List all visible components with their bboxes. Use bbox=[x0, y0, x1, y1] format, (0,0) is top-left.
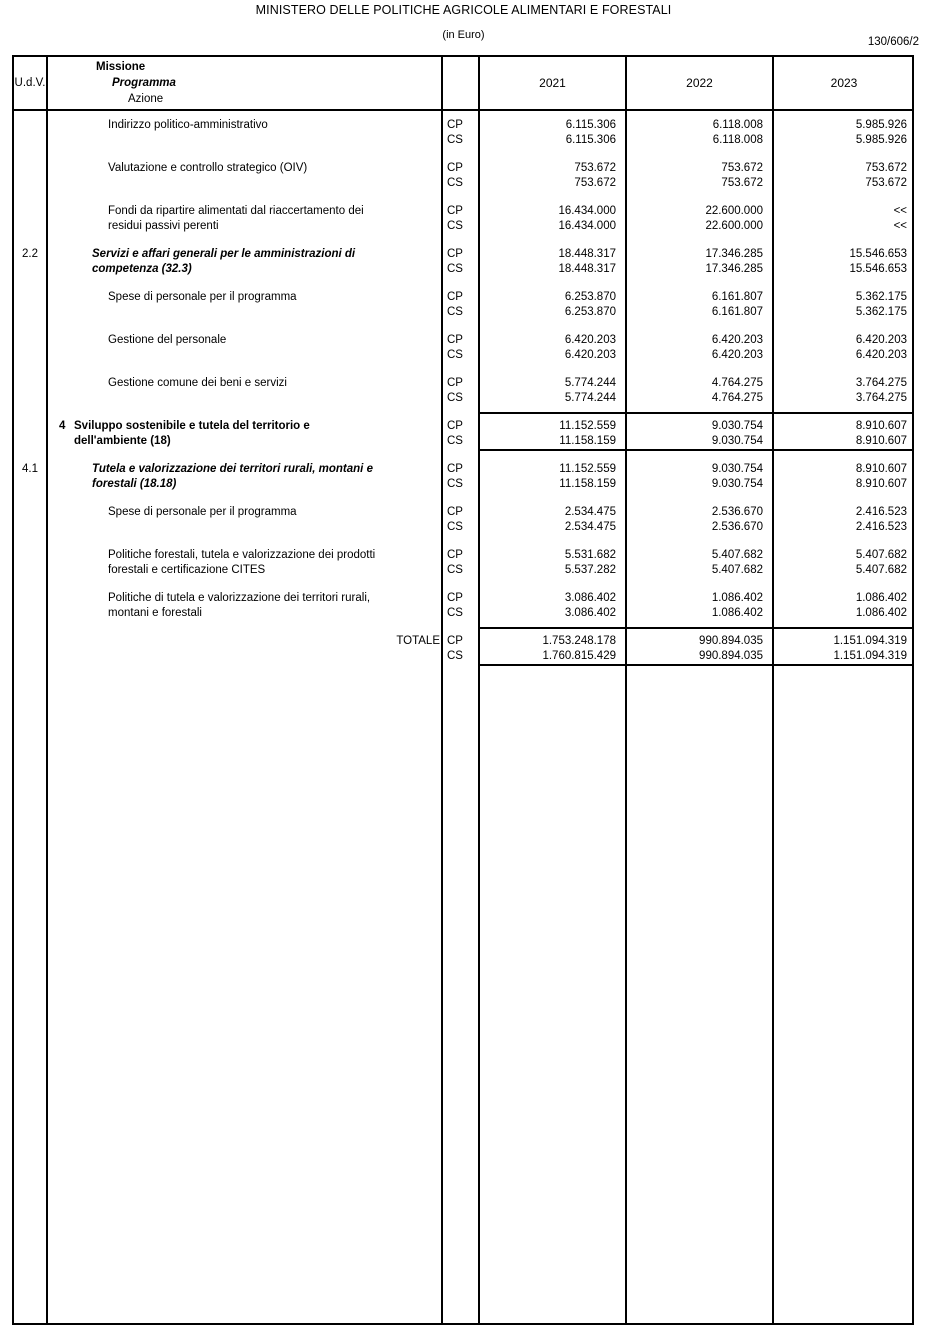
cp-label: CP bbox=[447, 205, 463, 217]
row-value-2023 bbox=[774, 204, 907, 234]
row-cp-cs-labels bbox=[447, 548, 475, 578]
row-value-2023 bbox=[774, 161, 907, 191]
cs-label: CS bbox=[447, 134, 463, 146]
row-value-2022 bbox=[627, 419, 763, 449]
cp-value: 6.161.807 bbox=[711, 291, 763, 303]
cs-value: 22.600.000 bbox=[705, 220, 763, 232]
cs-value: 5.362.175 bbox=[855, 306, 907, 318]
cs-label: CS bbox=[447, 521, 463, 533]
cp-label: CP bbox=[447, 162, 463, 174]
cp-label: CP bbox=[447, 119, 463, 131]
cp-value: 3.764.275 bbox=[855, 377, 907, 389]
row-value-2021 bbox=[480, 247, 616, 277]
cp-value: 6.253.870 bbox=[564, 291, 616, 303]
cs-value: 2.534.475 bbox=[564, 521, 616, 533]
cp-value: 2.534.475 bbox=[564, 506, 616, 518]
row-label-line1: TOTALE bbox=[396, 635, 440, 647]
cs-label: CS bbox=[447, 650, 463, 662]
currency-note: (in Euro) bbox=[442, 29, 485, 41]
row-value-2021 bbox=[480, 462, 616, 492]
row-label-line1: Sviluppo sostenibile e tutela del territorio e bbox=[74, 420, 310, 432]
row-value-2022 bbox=[627, 204, 763, 234]
header-description bbox=[50, 59, 440, 109]
cp-label: CP bbox=[447, 291, 463, 303]
row-value-2022 bbox=[627, 591, 763, 621]
row-label bbox=[50, 118, 496, 133]
cp-value: 11.152.559 bbox=[559, 420, 616, 432]
row-value-2023 bbox=[774, 462, 907, 492]
row-value-2023 bbox=[774, 591, 907, 621]
row-value-2022 bbox=[627, 634, 763, 664]
row-label bbox=[50, 548, 496, 578]
row-value-2023 bbox=[774, 548, 907, 578]
row-label-line1: Gestione comune dei beni e servizi bbox=[108, 377, 287, 389]
cs-label: CS bbox=[447, 220, 463, 232]
header-year-2021: 2021 bbox=[539, 76, 566, 90]
row-label-line2: residui passivi perenti bbox=[108, 220, 219, 232]
row-cp-cs-labels bbox=[447, 591, 475, 621]
row-cp-cs-labels bbox=[447, 462, 475, 492]
row-cp-cs-labels bbox=[447, 376, 475, 406]
row-label bbox=[50, 591, 496, 621]
table-row[interactable] bbox=[14, 246, 912, 282]
cs-value: 6.420.203 bbox=[564, 349, 616, 361]
cp-value: 753.672 bbox=[865, 162, 907, 174]
row-label-line1: Tutela e valorizzazione dei territori rurali, montani e bbox=[92, 463, 373, 475]
row-label-line1: Servizi e affari generali per le amministrazioni di bbox=[92, 248, 356, 260]
cs-value: 753.672 bbox=[721, 177, 763, 189]
row-value-2021 bbox=[480, 290, 616, 320]
table-row[interactable] bbox=[14, 504, 912, 540]
table-body bbox=[14, 111, 912, 1323]
row-label-line1: Valutazione e controllo strategico (OIV) bbox=[108, 162, 308, 174]
table-row[interactable] bbox=[14, 203, 912, 239]
header-missione: Missione bbox=[96, 61, 146, 73]
cs-value: 1.151.094.319 bbox=[833, 650, 907, 662]
header-udv: U.d.V. bbox=[14, 77, 46, 89]
cp-value: 9.030.754 bbox=[711, 420, 763, 432]
cs-value: 6.253.870 bbox=[564, 306, 616, 318]
cs-value: 5.407.682 bbox=[711, 564, 763, 576]
cp-value: 5.362.175 bbox=[855, 291, 907, 303]
row-label-line1: Fondi da ripartire alimentati dal riaccertamento dei bbox=[108, 205, 364, 217]
row-cp-cs-labels bbox=[447, 505, 475, 535]
cp-value: 5.985.926 bbox=[855, 119, 907, 131]
row-value-2022 bbox=[627, 290, 763, 320]
row-value-2023 bbox=[774, 376, 907, 406]
cp-label: CP bbox=[447, 506, 463, 518]
cs-value: 3.764.275 bbox=[855, 392, 907, 404]
row-label bbox=[50, 376, 496, 391]
cp-value: 6.115.306 bbox=[565, 119, 616, 131]
row-value-2023 bbox=[774, 505, 907, 535]
row-label bbox=[50, 290, 496, 305]
cp-value: 753.672 bbox=[721, 162, 763, 174]
row-cp-cs-labels bbox=[447, 634, 475, 664]
row-cp-cs-labels bbox=[447, 247, 475, 277]
row-value-2023 bbox=[774, 419, 907, 449]
header-year-2022: 2022 bbox=[686, 76, 713, 90]
cp-label: CP bbox=[447, 549, 463, 561]
cp-label: CP bbox=[447, 420, 463, 432]
cs-value: << bbox=[893, 220, 907, 232]
cp-value: 1.086.402 bbox=[711, 592, 763, 604]
cs-value: 8.910.607 bbox=[855, 478, 907, 490]
budget-table bbox=[12, 55, 914, 1325]
header-programma: Programma bbox=[112, 77, 176, 89]
row-number: 4 bbox=[59, 420, 66, 432]
cs-value: 753.672 bbox=[574, 177, 616, 189]
cs-value: 753.672 bbox=[865, 177, 907, 189]
table-row[interactable] bbox=[14, 547, 912, 583]
row-value-2021 bbox=[480, 634, 616, 664]
cp-value: << bbox=[893, 205, 907, 217]
cs-value: 16.434.000 bbox=[558, 220, 616, 232]
row-label-line1: Gestione del personale bbox=[108, 334, 227, 346]
cs-value: 17.346.285 bbox=[705, 263, 763, 275]
cs-value: 990.894.035 bbox=[699, 650, 763, 662]
cs-value: 18.448.317 bbox=[558, 263, 616, 275]
cp-value: 1.753.248.178 bbox=[542, 635, 616, 647]
cp-value: 8.910.607 bbox=[855, 420, 907, 432]
cp-value: 11.152.559 bbox=[559, 463, 616, 475]
cp-value: 5.774.244 bbox=[564, 377, 616, 389]
cs-value: 8.910.607 bbox=[855, 435, 907, 447]
cp-value: 6.420.203 bbox=[855, 334, 907, 346]
table-row[interactable] bbox=[14, 590, 912, 626]
cp-value: 5.407.682 bbox=[855, 549, 907, 561]
row-value-2021 bbox=[480, 548, 616, 578]
row-label bbox=[50, 161, 496, 176]
row-cp-cs-labels bbox=[447, 204, 475, 234]
cp-value: 18.448.317 bbox=[558, 248, 616, 260]
cs-value: 1.086.402 bbox=[711, 607, 763, 619]
cs-label: CS bbox=[447, 392, 463, 404]
cp-value: 2.416.523 bbox=[855, 506, 907, 518]
row-value-2023 bbox=[774, 247, 907, 277]
cp-value: 1.086.402 bbox=[855, 592, 907, 604]
row-udv: 2.2 bbox=[22, 248, 38, 260]
cs-value: 9.030.754 bbox=[711, 478, 763, 490]
cp-value: 22.600.000 bbox=[705, 205, 763, 217]
row-value-2023 bbox=[774, 333, 907, 363]
row-value-2023 bbox=[774, 118, 907, 148]
cs-value: 11.158.159 bbox=[559, 435, 616, 447]
row-label-line2: forestali e certificazione CITES bbox=[108, 564, 266, 576]
cs-value: 6.161.807 bbox=[711, 306, 763, 318]
cs-value: 6.118.008 bbox=[712, 134, 763, 146]
row-value-2021 bbox=[480, 376, 616, 406]
row-value-2023 bbox=[774, 634, 907, 664]
cs-label: CS bbox=[447, 435, 463, 447]
cs-value: 4.764.275 bbox=[711, 392, 763, 404]
row-value-2022 bbox=[627, 376, 763, 406]
cs-label: CS bbox=[447, 349, 463, 361]
row-label-line1: Indirizzo politico-amministrativo bbox=[108, 119, 268, 131]
cp-value: 4.764.275 bbox=[711, 377, 763, 389]
cp-value: 5.407.682 bbox=[711, 549, 763, 561]
cp-value: 16.434.000 bbox=[558, 205, 616, 217]
row-label bbox=[50, 419, 462, 449]
header-year-2023: 2023 bbox=[830, 76, 858, 90]
cp-value: 1.151.094.319 bbox=[833, 635, 907, 647]
cs-value: 1.760.815.429 bbox=[542, 650, 616, 662]
cp-value: 17.346.285 bbox=[705, 248, 763, 260]
row-label-line1: Spese di personale per il programma bbox=[108, 291, 297, 303]
cp-value: 990.894.035 bbox=[699, 635, 763, 647]
row-label bbox=[50, 333, 496, 348]
cp-label: CP bbox=[447, 635, 463, 647]
cs-value: 1.086.402 bbox=[855, 607, 907, 619]
table-row[interactable] bbox=[14, 461, 912, 497]
row-value-2022 bbox=[627, 247, 763, 277]
cs-label: CS bbox=[447, 478, 463, 490]
row-cp-cs-labels bbox=[447, 161, 475, 191]
cp-label: CP bbox=[447, 377, 463, 389]
cs-value: 6.420.203 bbox=[711, 349, 763, 361]
table-row[interactable] bbox=[14, 289, 912, 325]
cp-value: 6.420.203 bbox=[711, 334, 763, 346]
row-udv: 4.1 bbox=[22, 463, 38, 475]
row-label bbox=[50, 505, 496, 520]
cs-value: 6.115.306 bbox=[565, 134, 616, 146]
row-value-2021 bbox=[480, 204, 616, 234]
row-label-line2: montani e forestali bbox=[108, 607, 202, 619]
cp-value: 15.546.653 bbox=[849, 248, 907, 260]
cs-value: 3.086.402 bbox=[564, 607, 616, 619]
row-value-2022 bbox=[627, 161, 763, 191]
cp-value: 5.531.682 bbox=[564, 549, 616, 561]
row-label-line2: forestali (18.18) bbox=[92, 478, 177, 490]
row-label bbox=[50, 462, 480, 492]
cp-label: CP bbox=[447, 592, 463, 604]
row-label-line1: Politiche forestali, tutela e valorizzazione dei prodotti bbox=[108, 549, 376, 561]
cp-value: 6.420.203 bbox=[564, 334, 616, 346]
cp-label: CP bbox=[447, 463, 463, 475]
document-title: MINISTERO DELLE POLITICHE AGRICOLE ALIMENTARI E FORESTALI bbox=[255, 3, 672, 17]
table-header-row bbox=[14, 57, 912, 111]
row-value-2021 bbox=[480, 419, 616, 449]
cs-value: 2.416.523 bbox=[855, 521, 907, 533]
cs-value: 6.420.203 bbox=[855, 349, 907, 361]
row-value-2021 bbox=[480, 505, 616, 535]
row-label bbox=[50, 247, 480, 277]
row-value-2022 bbox=[627, 505, 763, 535]
row-label-line2: dell'ambiente (18) bbox=[74, 435, 171, 447]
cp-value: 8.910.607 bbox=[855, 463, 907, 475]
row-value-2022 bbox=[627, 333, 763, 363]
cs-value: 2.536.670 bbox=[711, 521, 763, 533]
row-cp-cs-labels bbox=[447, 290, 475, 320]
cp-label: CP bbox=[447, 248, 463, 260]
row-rule-above bbox=[478, 627, 912, 629]
row-value-2022 bbox=[627, 462, 763, 492]
row-value-2021 bbox=[480, 161, 616, 191]
cp-value: 3.086.402 bbox=[564, 592, 616, 604]
cs-label: CS bbox=[447, 263, 463, 275]
row-value-2021 bbox=[480, 118, 616, 148]
cp-value: 9.030.754 bbox=[711, 463, 763, 475]
cs-value: 11.158.159 bbox=[559, 478, 616, 490]
row-value-2022 bbox=[627, 548, 763, 578]
table-row[interactable] bbox=[14, 418, 912, 454]
table-row[interactable] bbox=[14, 117, 912, 153]
header-azione: Azione bbox=[128, 93, 164, 105]
row-label-line2: competenza (32.3) bbox=[92, 263, 192, 275]
row-value-2021 bbox=[480, 333, 616, 363]
row-cp-cs-labels bbox=[447, 118, 475, 148]
table-row[interactable] bbox=[14, 332, 912, 368]
cs-value: 9.030.754 bbox=[711, 435, 763, 447]
table-row[interactable] bbox=[14, 633, 912, 669]
cp-value: 2.536.670 bbox=[711, 506, 763, 518]
cs-value: 15.546.653 bbox=[849, 263, 907, 275]
row-label-line1: Politiche di tutela e valorizzazione dei territori rurali, bbox=[108, 592, 371, 604]
cs-value: 5.537.282 bbox=[564, 564, 616, 576]
cs-value: 5.985.926 bbox=[855, 134, 907, 146]
cs-label: CS bbox=[447, 177, 463, 189]
cp-value: 6.118.008 bbox=[712, 119, 763, 131]
page-reference: 130/606/2 bbox=[867, 36, 919, 48]
row-cp-cs-labels bbox=[447, 419, 475, 449]
cs-label: CS bbox=[447, 607, 463, 619]
row-value-2022 bbox=[627, 118, 763, 148]
cp-value: 753.672 bbox=[574, 162, 616, 174]
table-row[interactable] bbox=[14, 375, 912, 411]
table-row[interactable] bbox=[14, 160, 912, 196]
cs-label: CS bbox=[447, 564, 463, 576]
row-label-line1: Spese di personale per il programma bbox=[108, 506, 297, 518]
row-value-2023 bbox=[774, 290, 907, 320]
cs-value: 5.774.244 bbox=[564, 392, 616, 404]
row-label bbox=[50, 634, 440, 649]
row-value-2021 bbox=[480, 591, 616, 621]
cs-value: 5.407.682 bbox=[855, 564, 907, 576]
row-rule-above bbox=[478, 412, 912, 414]
row-label bbox=[50, 204, 496, 234]
cp-label: CP bbox=[447, 334, 463, 346]
cs-label: CS bbox=[447, 306, 463, 318]
row-cp-cs-labels bbox=[447, 333, 475, 363]
